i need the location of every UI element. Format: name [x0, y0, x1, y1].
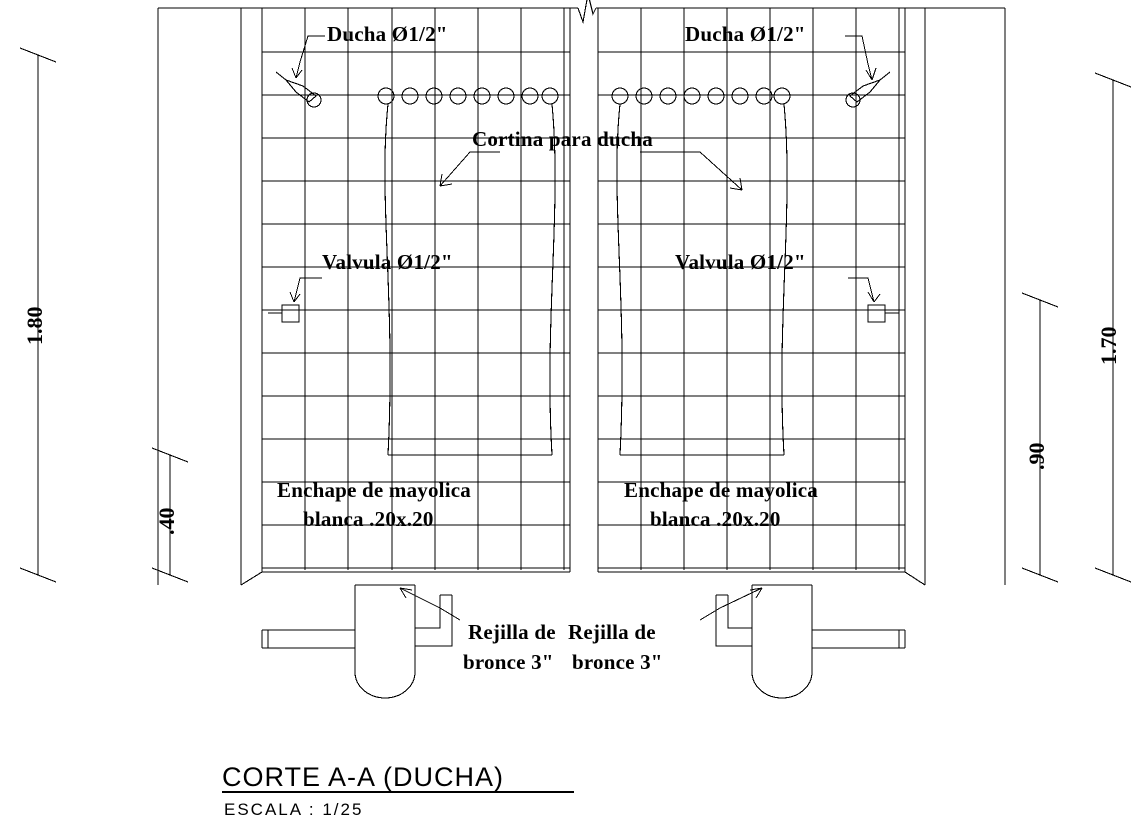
label-valve-left: Valvula Ø1/2" [322, 250, 453, 274]
label-drain-left-line1: Rejilla de [468, 620, 556, 644]
leader-lines [290, 36, 880, 620]
valve-right [868, 305, 899, 322]
floor-line [241, 572, 925, 585]
label-shower-right: Ducha Ø1/2" [685, 22, 806, 46]
label-tile-left-line1: Enchape de mayolica [277, 478, 471, 502]
curtain-left [385, 104, 555, 455]
dimension-left-total: 1.80 [22, 306, 47, 345]
valve-left [268, 305, 299, 322]
dimension-right-total: 1.70 [1096, 326, 1121, 365]
label-tile-left-line2: blanca .20x.20 [303, 507, 434, 531]
drawing-title: CORTE A-A (DUCHA) [222, 762, 505, 792]
drain-trap-right [716, 585, 905, 698]
label-curtain: Cortina para ducha [472, 127, 653, 151]
drain-trap-left [262, 585, 452, 698]
label-drain-right-line1: Rejilla de [568, 620, 656, 644]
curtain-rod-right [612, 88, 790, 104]
curtain-right [617, 104, 787, 455]
shower-head-left [276, 72, 321, 107]
label-tile-right-line1: Enchape de mayolica [624, 478, 818, 502]
label-valve-right: Valvula Ø1/2" [675, 250, 806, 274]
drawing-scale: ESCALA : 1/25 [224, 800, 364, 819]
label-tile-right-line2: blanca .20x.20 [650, 507, 781, 531]
dimension-line-right-inner [1022, 293, 1058, 582]
label-drain-left-line2: bronce 3" [463, 650, 554, 674]
ceiling-line [158, 0, 1005, 22]
label-drain-right-line2: bronce 3" [572, 650, 663, 674]
shower-head-right [846, 72, 890, 107]
curtain-rod-left [378, 88, 560, 104]
label-shower-left: Ducha Ø1/2" [327, 22, 448, 46]
dimension-right-base: .90 [1024, 442, 1049, 470]
dimension-left-base: .40 [154, 507, 179, 535]
